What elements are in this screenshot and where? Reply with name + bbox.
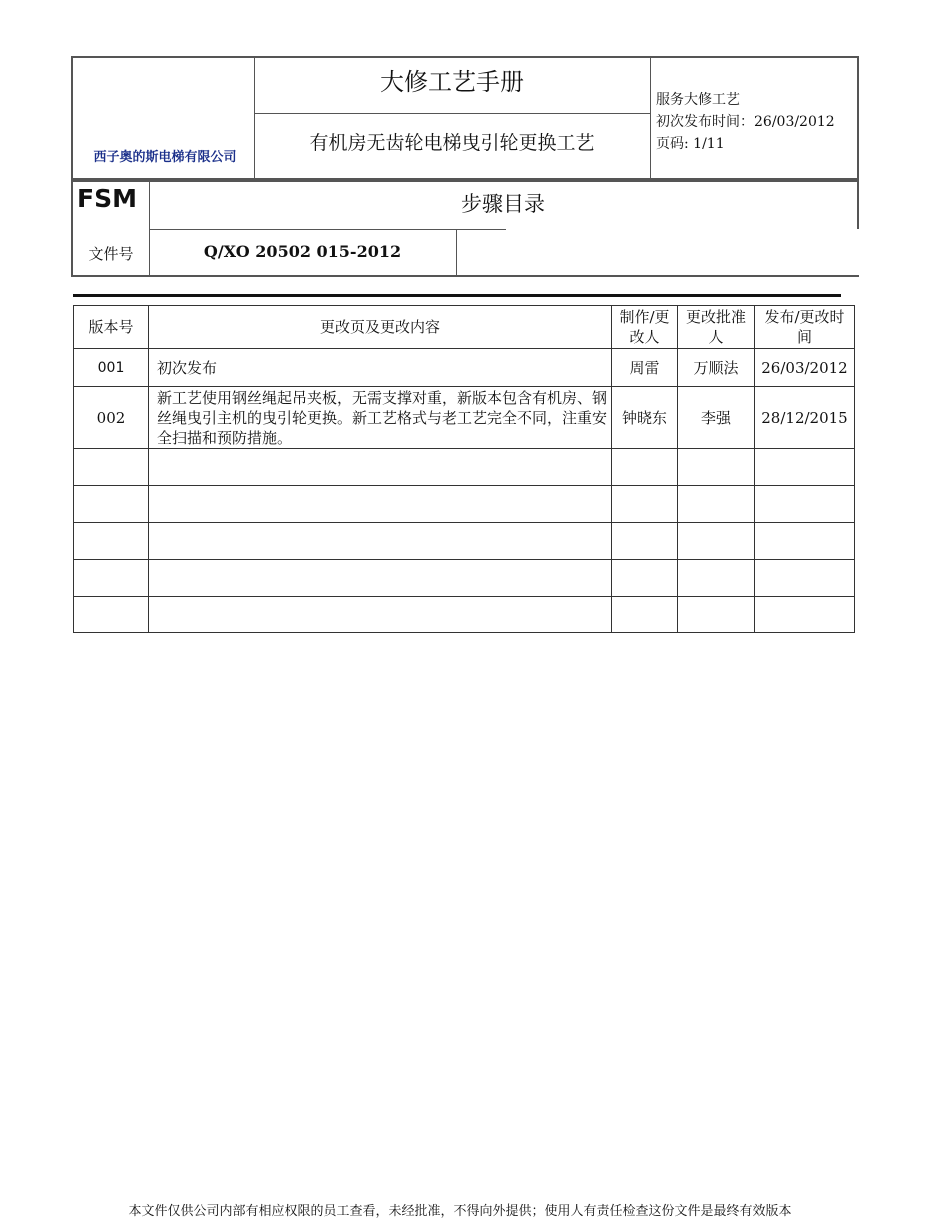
revision-table xyxy=(73,305,855,633)
empty-row xyxy=(74,449,855,486)
author-cell: 钟晓东 xyxy=(612,387,678,449)
document-header xyxy=(71,56,859,180)
doc-number-label: 文件号 xyxy=(88,245,134,263)
section-header xyxy=(71,180,859,277)
divider xyxy=(857,182,859,229)
approver-cell: 李强 xyxy=(678,387,755,449)
doc-number: Q/XO 20502 015-2012 xyxy=(203,242,402,261)
manual-title: 大修工艺手册 xyxy=(380,68,524,96)
empty-row xyxy=(74,486,855,523)
version-cell: 001 xyxy=(74,349,149,387)
empty-row xyxy=(74,560,855,597)
date-cell: 26/03/2012 xyxy=(755,349,855,387)
table-row xyxy=(74,349,855,387)
footer-notice: 本文件仅供公司内部有相应权限的员工查看，未经批准，不得向外提供；使用人有责任检查这份文件是最终有效版本 xyxy=(128,1204,792,1219)
section-title: 步骤目录 xyxy=(461,192,545,216)
column-header: 制作/更改人 xyxy=(612,306,678,349)
first-release-date: 初次发布时间：26/03/2012 xyxy=(656,114,835,130)
empty-row xyxy=(74,597,855,633)
column-header: 发布/更改时间 xyxy=(755,306,855,349)
page-number: 页码: 1/11 xyxy=(656,136,725,152)
content-cell: 新工艺使用钢丝绳起吊夹板，无需支撑对重，新版本包含有机房、钢丝绳曳引主机的曳引轮更换。新工艺格式与老工艺完全不同，注重安全扫描和预防措施。 xyxy=(149,387,612,449)
version-cell: 002 xyxy=(74,387,149,449)
divider xyxy=(456,229,457,277)
divider xyxy=(149,229,506,230)
procedure-title: 有机房无齿轮电梯曳引轮更换工艺 xyxy=(309,132,595,154)
column-header: 更改批准人 xyxy=(678,306,755,349)
approver-cell: 万顺法 xyxy=(678,349,755,387)
category-label: 服务大修工艺 xyxy=(656,92,740,108)
empty-row xyxy=(74,523,855,560)
fsm-logo: FSM xyxy=(77,184,137,213)
table-row xyxy=(74,387,855,449)
divider xyxy=(254,113,650,114)
company-name: 西子奥的斯电梯有限公司 xyxy=(93,150,237,165)
column-header: 更改页及更改内容 xyxy=(149,306,612,349)
table-header-row xyxy=(74,306,855,349)
content-cell: 初次发布 xyxy=(149,349,612,387)
divider xyxy=(650,58,651,178)
author-cell: 周雷 xyxy=(612,349,678,387)
separator-rule xyxy=(73,294,841,297)
column-header: 版本号 xyxy=(74,306,149,349)
date-cell: 28/12/2015 xyxy=(755,387,855,449)
